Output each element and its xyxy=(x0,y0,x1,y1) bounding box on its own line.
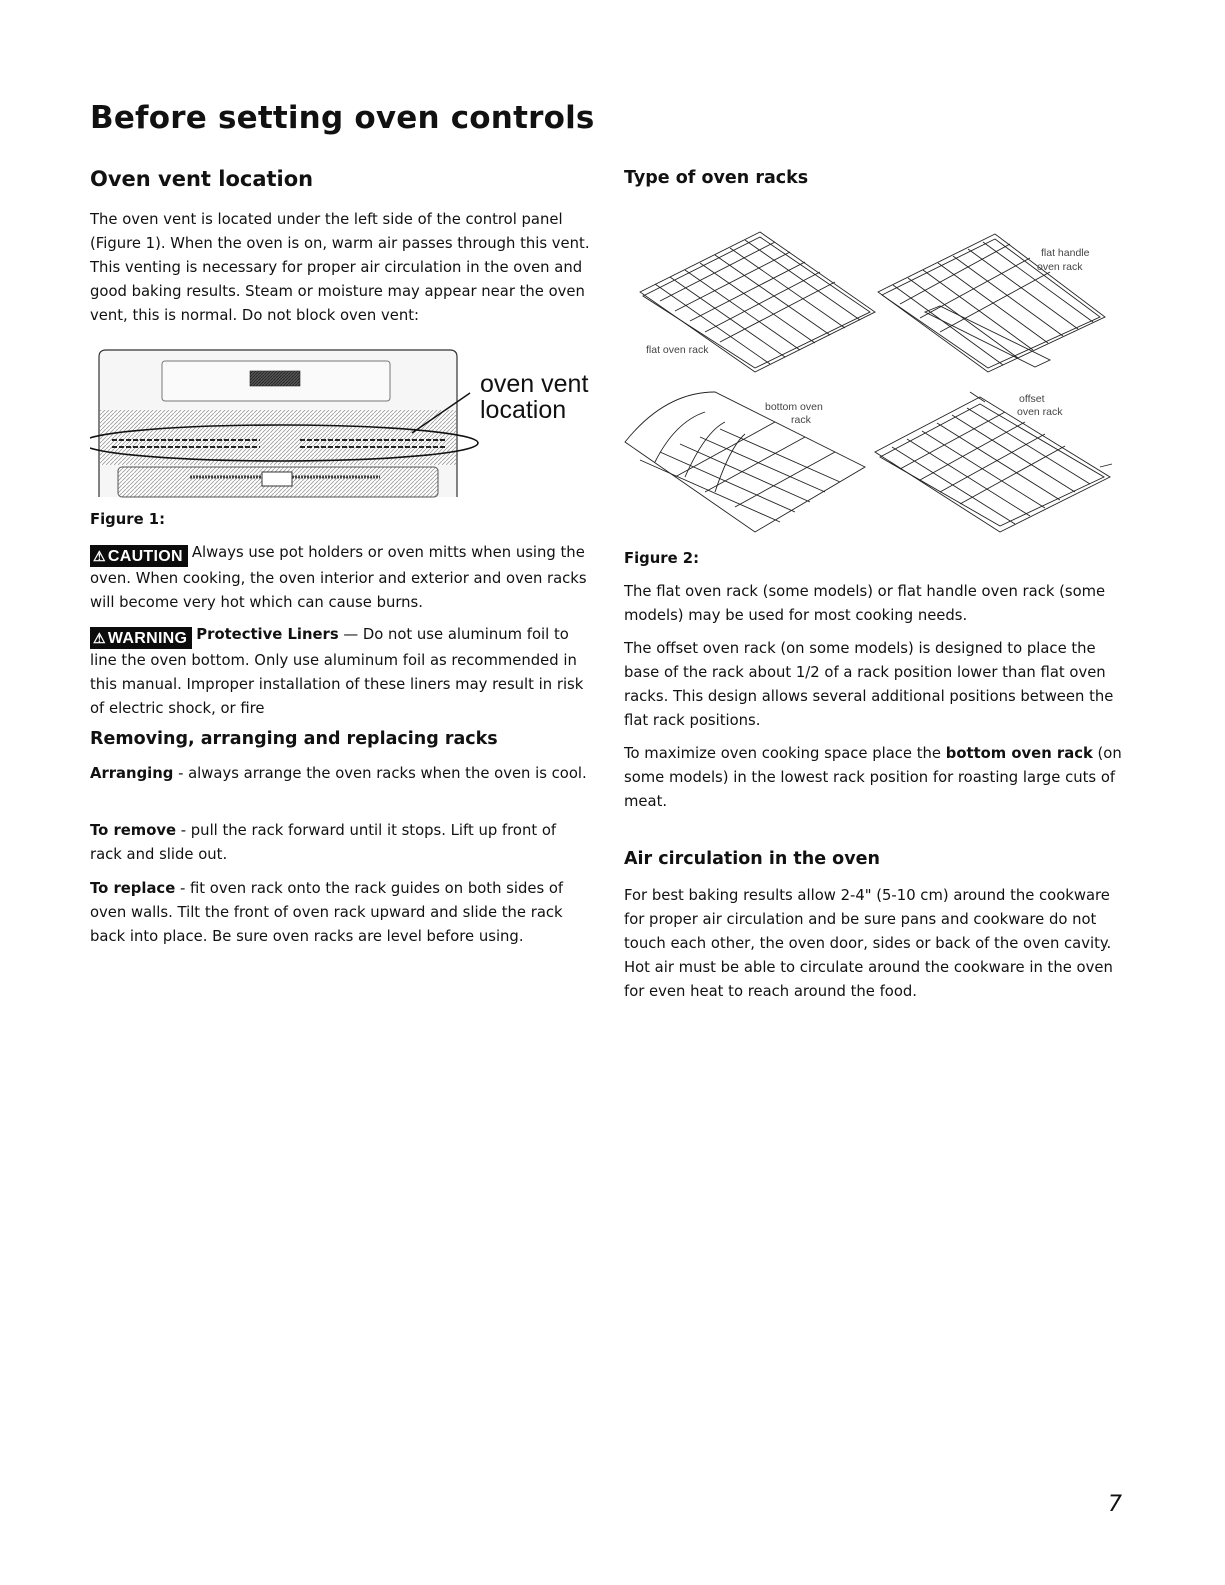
air-circulation-paragraph: For best baking results allow 2-4" (5-10 cm) around the cookware for proper air circulation and be sure pans and cookware do not touch each other, the oven door, sides or back of the oven cavity. Hot air must be able to circulate around the cookware in the oven for even heat to reach around the food. xyxy=(624,887,1113,1000)
warning-paragraph: ⚠ WARNING Protective Liners — Do not use aluminum foil to line the oven bottom. Only use aluminum foil as recommended in this manual. Improper installation of these liners may result in risk of electric shock, or fire xyxy=(90,626,584,717)
offset-oven-rack-image xyxy=(875,392,1112,532)
warning-badge: ⚠ WARNING xyxy=(90,627,192,649)
racks-heading: Removing, arranging and replacing racks xyxy=(90,729,498,749)
bottom-rack-label-line2: rack xyxy=(791,414,811,426)
figure1-caption: Figure 1: xyxy=(90,511,166,528)
arranging-paragraph: Arranging - always arrange the oven racks when the oven is cool. xyxy=(90,765,587,782)
flat-handle-label-line1: flat handle xyxy=(1041,247,1090,259)
rack-types-paragraph-1: The flat oven rack (some models) or flat handle oven rack (some models) may be used for most cooking needs. xyxy=(624,583,1106,624)
replace-paragraph: To replace - fit oven rack onto the rack guides on both sides of oven walls. Tilt the front of oven rack upward and slide the rack back into place. Be sure oven racks are level before using. xyxy=(90,880,564,945)
page-title: Before setting oven controls xyxy=(90,100,595,136)
flat-oven-rack-label: flat oven rack xyxy=(646,344,709,356)
rack-types-figure xyxy=(615,222,1120,542)
oven-vent-figure xyxy=(90,345,590,500)
bottom-oven-rack-image xyxy=(625,392,865,532)
bottom-rack-label-line1: bottom oven xyxy=(765,401,823,413)
rack-types-paragraph-3: To maximize oven cooking space place the bottom oven rack (on some models) in the lowest rack position for roasting large cuts of meat. xyxy=(624,745,1122,810)
rack-types-heading: Type of oven racks xyxy=(624,168,809,188)
remove-paragraph: To remove - pull the rack forward until it stops. Lift up front of rack and slide out. xyxy=(90,822,557,863)
vent-callout-line1: oven vent xyxy=(480,370,589,398)
flat-handle-label-line2: oven rack xyxy=(1037,261,1083,273)
oven-vent-heading: Oven vent location xyxy=(90,167,314,191)
page-number: 7 xyxy=(1108,1492,1122,1517)
figure2-caption: Figure 2: xyxy=(624,550,700,567)
warning-triangle-icon: ⚠ xyxy=(93,548,106,564)
vent-callout-line2: location xyxy=(480,396,567,424)
oven-vent-paragraph: The oven vent is located under the left side of the control panel (Figure 1). When the oven is on, warm air passes through this vent. This venting is necessary for proper air circulation in the oven and good baking results. Steam or moisture may appear near the oven vent, this is normal. Do not block oven vent: xyxy=(90,211,590,324)
offset-rack-label-line1: offset xyxy=(1019,393,1045,405)
caution-paragraph: ⚠ CAUTION Always use pot holders or oven mitts when using the oven. When cooking, the oven interior and exterior and oven racks will become very hot which can cause burns. xyxy=(90,544,587,611)
air-circulation-heading: Air circulation in the oven xyxy=(624,849,880,869)
offset-rack-label-line2: oven rack xyxy=(1017,406,1063,418)
caution-badge: ⚠ CAUTION xyxy=(90,545,188,567)
warning-triangle-icon: ⚠ xyxy=(93,630,106,646)
rack-types-paragraph-2: The offset oven rack (on some models) is designed to place the base of the rack about 1/2 of a rack position lower than flat oven racks. This design allows several additional positions between the flat rack positions. xyxy=(624,640,1114,729)
